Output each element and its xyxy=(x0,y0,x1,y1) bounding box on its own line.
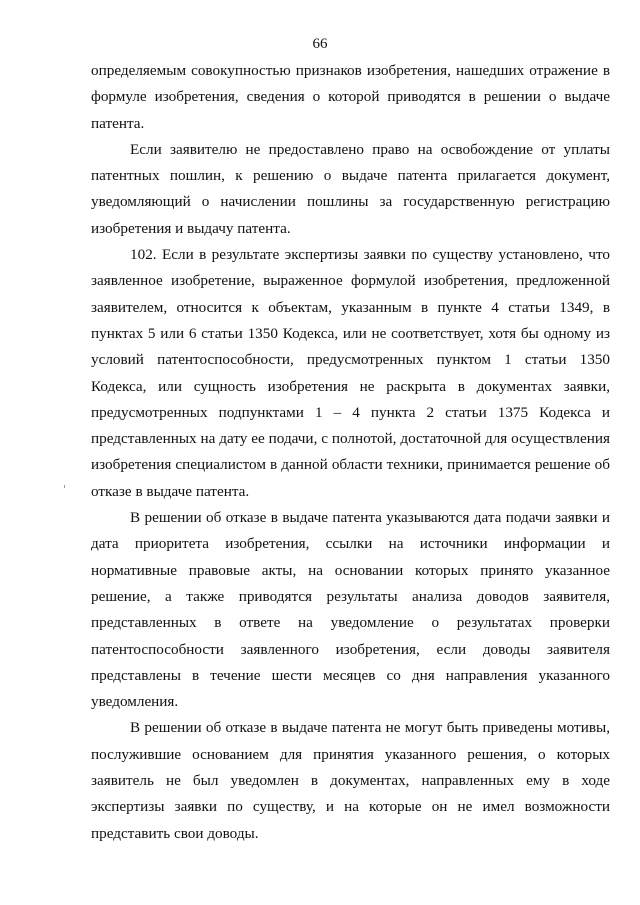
paragraph-continuation: определяемым совокупностью признаков изобретения, нашедших отражение в формуле изобретения, сведения о которой приводятся в решении о выдаче патента. xyxy=(91,62,610,132)
paragraph-refusal-motives: В решении об отказе в выдаче патента не могут быть приведены мотивы, послужившие основанием для принятия указанного решения, о которых заявитель не был уведомлен в документах, направленных ему в ходе экспертизы заявки по существу, и на которые он не имел возможности представить свои доводы. xyxy=(91,719,610,842)
paragraph-clause-102: 102. Если в результате экспертизы заявки по существу установлено, что заявленное изобретение, выраженное формулой изобретения, предложенной заявителем, относится к объектам, указанным в пункте 4 статьи 1349, в пунктах 5 или 6 статьи 1350 Кодекса, или не соответствует, хотя бы одному из условий патентоспособности, предусмотренных пунктом 1 статьи 1350 Кодекса, или сущность изобретения не раскрыта в документах заявки, предусмотренных подпунктами 1 – 4 пункта 2 статьи 1375 Кодекса и представленных на дату ее подачи, с полнотой, достаточной для осуществления изобретения специалистом в данной области техники, принимается решение об отказе в выдаче патента. xyxy=(91,246,610,500)
paragraph-fee-exemption: Если заявителю не предоставлено право на освобождение от уплаты патентных пошлин, к решению о выдаче патента прилагается документ, уведомляющий о начислении пошлины за государственную регистрацию изобретения и выдачу патента. xyxy=(91,140,610,237)
page-body xyxy=(91,58,610,847)
margin-mark xyxy=(64,485,65,488)
paragraph-refusal-contents: В решении об отказе в выдаче патента указываются дата подачи заявки и дата приоритета изобретения, ссылки на источники информации и нормативные правовые акты, на основании которых принято указанное решение, а также приводятся результаты анализа доводов заявителя, представленных в ответе на уведомление о результатах проверки патентоспособности заявленного изобретения, если доводы заявителя представлены в течение шести месяцев со дня направления указанного уведомления. xyxy=(91,509,610,711)
page-number: 66 xyxy=(312,36,328,52)
